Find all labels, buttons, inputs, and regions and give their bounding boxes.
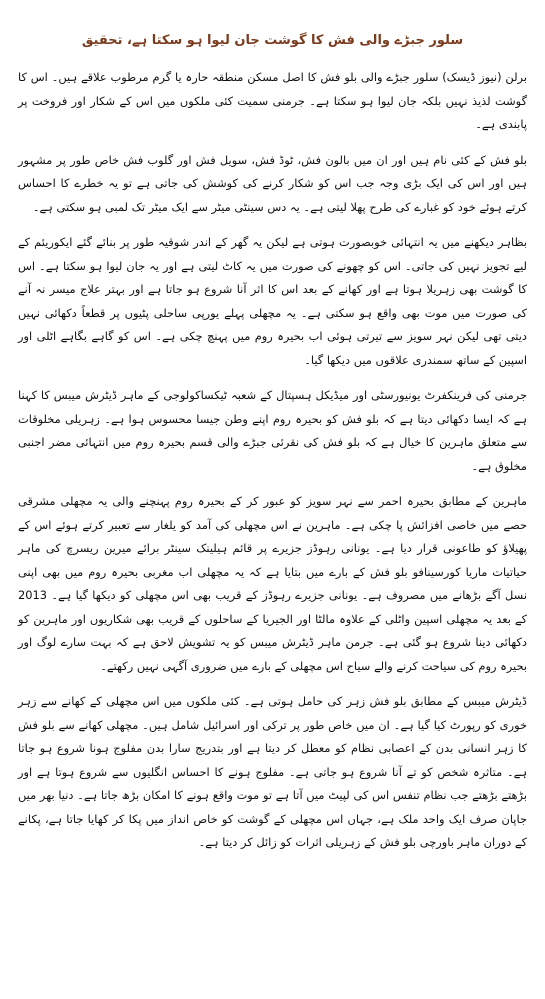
article-paragraph: بلو فش کے کئی نام ہیں اور ان میں بالون فش، ٹوڈ فش، سویل فش اور گلوب فش خاص طور پر مشہور ہیں اور اس کی ایک بڑی وجہ جب اس کو شکار کرنے کی کوشش کی جاتی ہے تو یہ خطرے کا احساس کرتے ہوئے خود کو غبارے کی طرح پھلا لیتی ہے۔ یہ دس سینٹی میٹر سے ایک میٹر تک لمبی ہو سکتی ہے۔ [18, 152, 527, 214]
article-paragraph: بظاہر دیکھنے میں یہ انتہائی خوبصورت ہوتی ہے لیکن یہ گھر کے اندر شوقیہ طور پر بنائے گئے ایکوریئم کے لیے تجویز نہیں کی جاتی۔ اس کو چھونے کی صورت میں یہ کاٹ لیتی ہے اور یہ جان لیوا ہو سکتا ہے۔ اس کا گوشت بھی زہریلا ہوتا ہے اور کھانے کے بعد اس کا اثر آنا شروع ہو جاتا ہے اور بہتر علاج میسر نہ آنے کی صورت میں موت بھی واقع ہو سکتی ہے۔ یہ مچھلی پہلے یورپی ساحلی پٹیوں پر قطعاً دکھائی نہیں دیتی تھی لیکن نہر سویز سے تیرتی ہوئی اب بحیرہ روم میں پہنچ چکی ہے۔ اس کو گاہے بگاہے اٹلی اور اسپین کے ساتھ سمندری علاقوں میں دیکھا گیا۔ [18, 235, 527, 367]
article-paragraph: ڈیٹرش میبس کے مطابق بلو فش زہر کی حامل ہوتی ہے۔ کئی ملکوں میں اس مچھلی کے کھانے سے زہر خوری کو رپورٹ کیا گیا ہے۔ ان میں خاص طور پر ترکی اور اسرائیل شامل ہیں۔ مچھلی کھانے سے بلو فش کا زہر انسانی بدن کے اعصابی نظام کو معطل کر دیتا ہے اور بتدریج سارا بدن مفلوج ہونا شروع ہو جاتا ہے۔ متاثرہ شخص کو تے آنا شروع ہو جاتی ہے۔ مفلوج ہونے کا احساس انگلیوں سے شروع ہوتا ہے اور بڑھتے بڑھتے جب نظام تنفس اس کی لپیٹ میں آتا ہے تو موت واقع ہونے کا امکان بڑھ جاتا ہے۔ دنیا بھر میں جاپان صرف ایک واحد ملک ہے، جہاں اس مچھلی کے گوشت کو خاص انداز میں پکا کر کھایا جاتا ہے، پکانے کے دوران ماہر باورچی بلو فش کے زہریلی اثرات کو زائل کر دیتا ہے۔ [18, 694, 527, 849]
article-title: سلور جبڑے والی فش کا گوشت جان لیوا ہو سکتا ہے، تحقیق [81, 33, 464, 48]
article-paragraph: برلن (نیوز ڈیسک) سلور جبڑے والی بلو فش کا اصل مسکن منطقہ حارہ یا گرم مرطوب علاقے ہیں۔ اس کا گوشت لذیذ نہیں بلکہ جان لیوا ہو سکتا ہے۔ جرمنی سمیت کئی ملکوں میں اس کے شکار اور فروخت پر پابندی ہے۔ [18, 70, 527, 131]
article-paragraph: جرمنی کی فرینکفرٹ یونیورسٹی اور میڈیکل ہسپتال کے شعبہ ٹیکساکولوجی کے ماہر ڈیٹرش میبس کا کہنا ہے کہ ایسا دکھائی دیتا ہے کہ بلو فش کو بحیرہ روم اپنے وطن جیسا محسوس ہوا ہے۔ زہریلی مخلوقات سے متعلق ماہرین کا خیال ہے کہ بلو فش کی نقرئی جبڑے والی قسم بحیرہ روم میں انتہائی مضر اجنبی مخلوق ہے۔ [18, 388, 527, 473]
article-paragraph: ماہرین کے مطابق بحیرہ احمر سے نہر سویز کو عبور کر کے بحیرہ روم پہنچنے والی یہ مچھلی مشرقی حصے میں خاصی افزائش پا چکی ہے۔ ماہرین نے اس مچھلی کی آمد کو یلغار سے تعبیر کرتے ہوئے اس کے پھیلاؤ کو طاعونی قرار دیا ہے۔ یونانی رہوڈز جزیرے پر قائم ہیلینک سینٹر برائے میرین ریسرچ کی ماہر حیاتیات ماریا کورسینافو بلو فش کے بارے میں بتایا ہے کہ یہ مچھلی اب مغربی بحیرہ روم میں بھی اپنی نسل آگے بڑھانے میں مصروف ہے۔ یونانی جزیرے رہوڈز کے قریب بھی اس مچھلی کو دیکھا گیا ہے۔ 2013 کے بعد یہ مچھلی اسپین واٹلی کے علاوہ مالٹا اور الجیریا کے ساحلوں کے قریب بھی شکاریوں اور ماہرین کو دکھائی دینا شروع ہو گئی ہے۔ جرمن ماہر ڈیٹرش میبس کو یہ تشویش لاحق ہے کہ بہت سارے لوگ اور بحیرہ روم کی سیاحت کرنے والے سیاح اس مچھلی کے بارے میں ضروری آگہی نہیں رکھتے۔ [18, 494, 527, 673]
